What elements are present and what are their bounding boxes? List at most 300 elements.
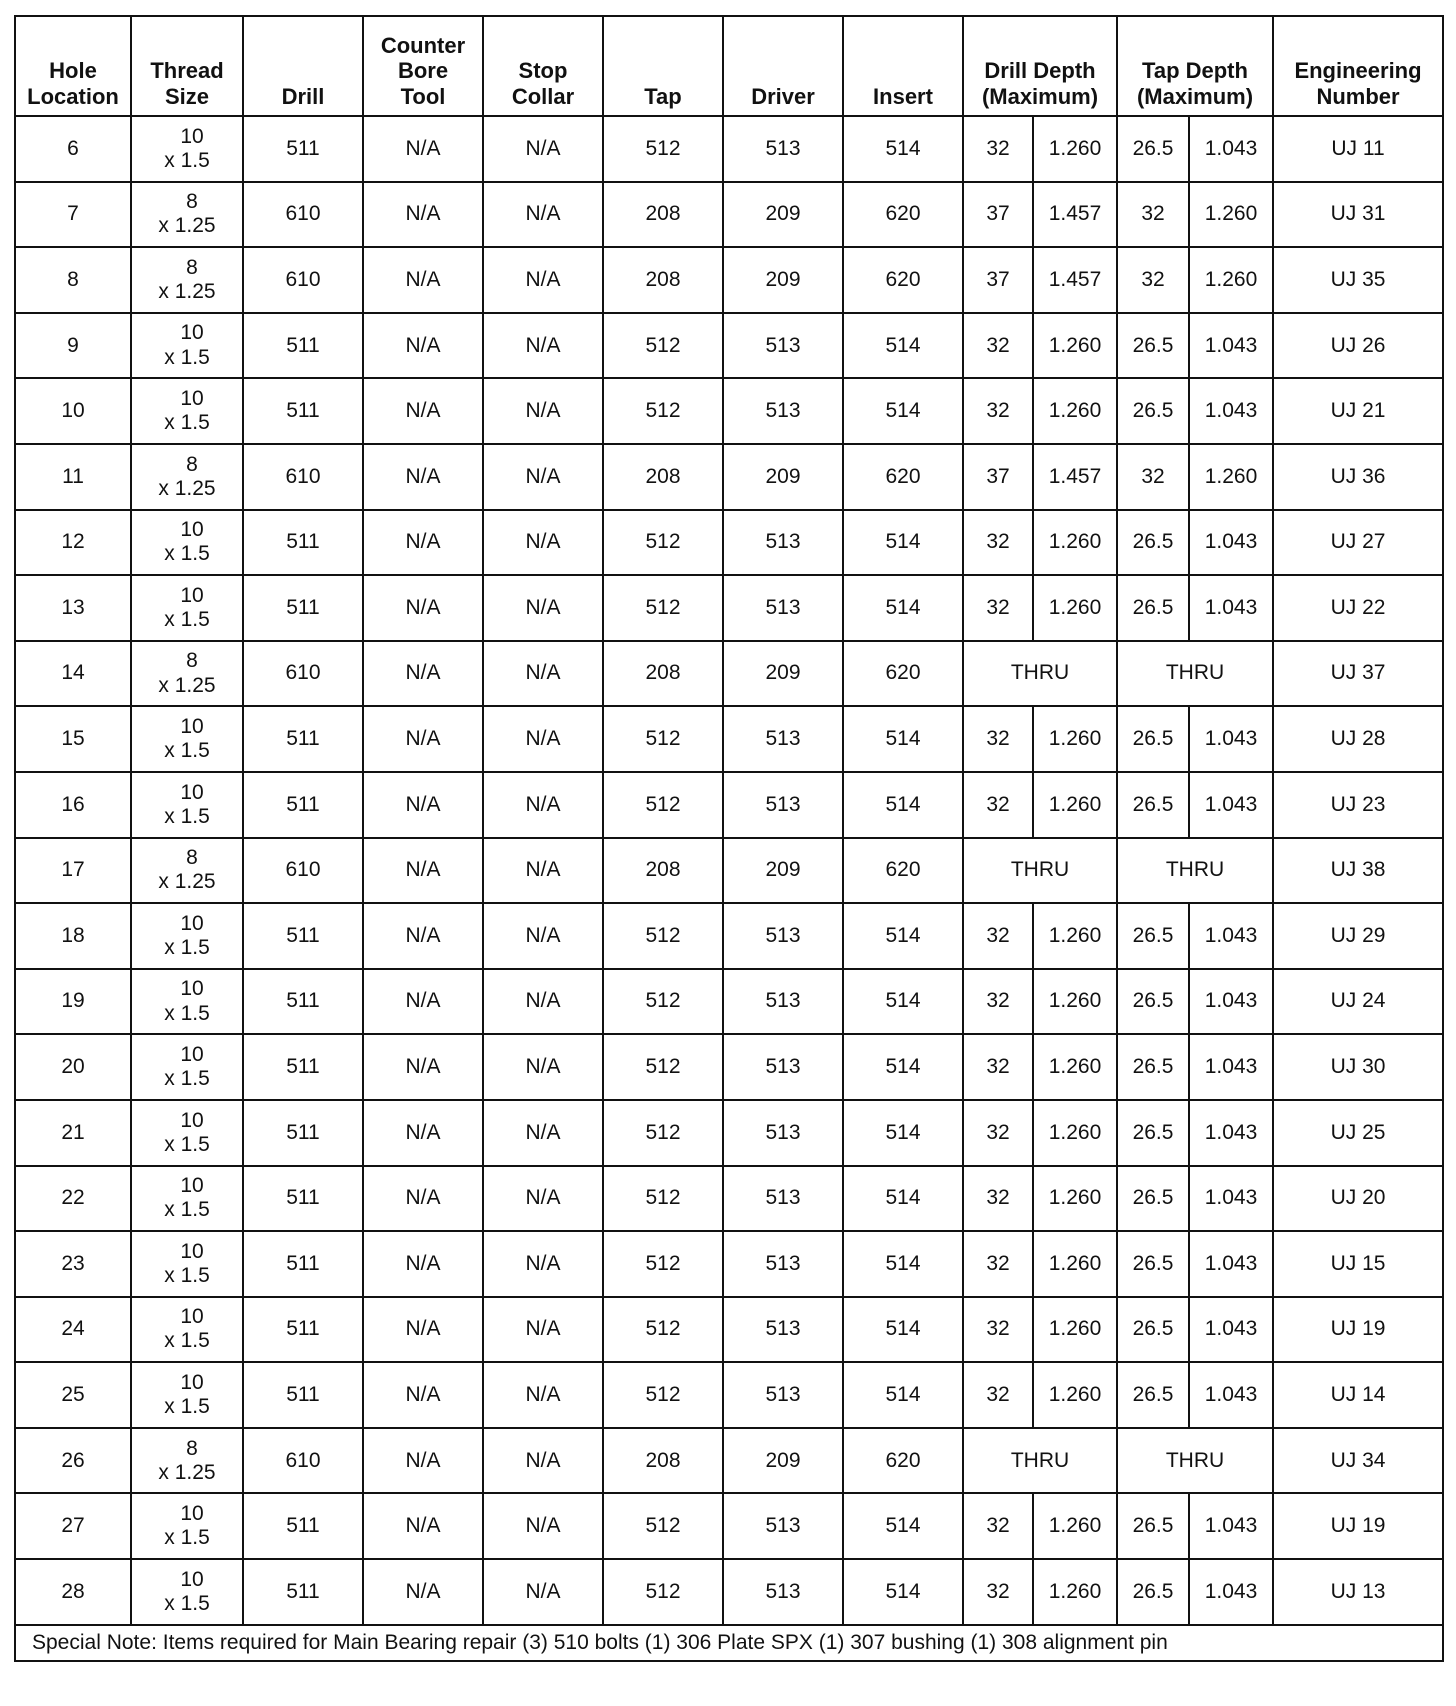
tap-cell: 208 — [603, 641, 723, 707]
tap-depth-mm-cell: 26.5 — [1117, 969, 1189, 1035]
hole-location-cell: 19 — [15, 969, 131, 1035]
insert-cell: 514 — [843, 969, 963, 1035]
hole-location-cell: 21 — [15, 1100, 131, 1166]
header-thread-size — [131, 16, 243, 116]
hole-location-cell: 7 — [15, 182, 131, 248]
thread-diameter: 10 — [180, 715, 204, 738]
header-text: Number — [1316, 83, 1400, 109]
engineering-number-cell: UJ 14 — [1273, 1362, 1443, 1428]
thread-diameter: 10 — [180, 1567, 204, 1591]
drill-depth-in-cell: 1.260 — [1033, 1362, 1117, 1428]
insert-cell: 514 — [843, 1559, 963, 1625]
thread-diameter: 10 — [180, 1502, 204, 1526]
drill-depth-in-cell: 1.260 — [1033, 510, 1117, 576]
tap-depth-mm-cell: 26.5 — [1117, 1362, 1189, 1428]
header-row — [15, 16, 1443, 116]
tap-depth-in-cell: 1.260 — [1189, 247, 1273, 313]
tap-depth-in-cell: 1.043 — [1189, 1297, 1273, 1363]
thread-diameter: 10 — [180, 1174, 204, 1198]
insert-cell: 514 — [843, 510, 963, 576]
header-text: Location — [27, 83, 119, 109]
engineering-number-cell: UJ 13 — [1273, 1559, 1443, 1625]
tap-cell: 512 — [603, 378, 723, 444]
insert-cell: 620 — [843, 1428, 963, 1494]
counter-bore-cell: N/A — [363, 182, 483, 248]
thread-pitch: x 1.5 — [164, 411, 210, 435]
thread-pitch: x 1.5 — [164, 1001, 210, 1025]
stop-collar-cell: N/A — [483, 1362, 603, 1428]
thread-size-cell — [131, 1166, 243, 1232]
thread-size-cell — [131, 247, 243, 313]
drill-cell: 511 — [243, 378, 363, 444]
tap-depth-in-cell: 1.043 — [1189, 1100, 1273, 1166]
stop-collar-cell: N/A — [483, 378, 603, 444]
drill-depth-in-cell: 1.260 — [1033, 313, 1117, 379]
header-text: Size — [164, 83, 210, 109]
drill-depth-in-cell: 1.260 — [1033, 903, 1117, 969]
insert-cell: 514 — [843, 1493, 963, 1559]
thread-size-cell — [131, 1100, 243, 1166]
drill-depth-in-cell: 1.457 — [1033, 247, 1117, 313]
drill-depth-in-cell: 1.260 — [1033, 116, 1117, 182]
stop-collar-cell: N/A — [483, 838, 603, 904]
counter-bore-cell: N/A — [363, 1493, 483, 1559]
thread-diameter: 10 — [180, 124, 204, 148]
thread-diameter: 10 — [180, 1370, 204, 1394]
driver-cell: 209 — [723, 182, 843, 248]
thread-pitch: x 1.25 — [158, 1460, 216, 1484]
tap-cell: 208 — [603, 1428, 723, 1494]
counter-bore-cell: N/A — [363, 838, 483, 904]
tap-depth-mm-cell: 26.5 — [1117, 575, 1189, 641]
tap-depth-mm-cell: 26.5 — [1117, 1559, 1189, 1625]
driver-cell: 209 — [723, 247, 843, 313]
drill-cell: 511 — [243, 1231, 363, 1297]
tap-depth-mm-cell: 26.5 — [1117, 116, 1189, 182]
engineering-number-cell: UJ 21 — [1273, 378, 1443, 444]
engineering-number-cell: UJ 20 — [1273, 1166, 1443, 1232]
insert-cell: 514 — [843, 1034, 963, 1100]
thread-pitch: x 1.25 — [158, 673, 216, 697]
stop-collar-cell: N/A — [483, 1297, 603, 1363]
counter-bore-cell: N/A — [363, 903, 483, 969]
tap-cell: 208 — [603, 247, 723, 313]
table-row — [15, 510, 1443, 576]
tap-depth-in-cell: 1.043 — [1189, 903, 1273, 969]
tap-cell: 512 — [603, 772, 723, 838]
header-driver — [723, 16, 843, 116]
stop-collar-cell: N/A — [483, 1559, 603, 1625]
counter-bore-cell: N/A — [363, 1362, 483, 1428]
tap-depth-mm-cell: 32 — [1117, 444, 1189, 510]
tap-depth-in-cell: 1.043 — [1189, 1362, 1273, 1428]
engineering-number-cell: UJ 15 — [1273, 1231, 1443, 1297]
drill-depth-mm-cell: 32 — [963, 1231, 1033, 1297]
thread-diameter: 10 — [180, 780, 204, 804]
hole-location-cell: 13 — [15, 575, 131, 641]
drill-cell: 511 — [243, 969, 363, 1035]
header-tap — [603, 16, 723, 116]
stop-collar-cell: N/A — [483, 1231, 603, 1297]
counter-bore-cell: N/A — [363, 575, 483, 641]
tap-depth-mm-cell: 26.5 — [1117, 510, 1189, 576]
thread-diameter: 10 — [180, 321, 204, 345]
engineering-number-cell: UJ 19 — [1273, 1493, 1443, 1559]
thread-size-cell — [131, 116, 243, 182]
drill-depth-mm-cell: 37 — [963, 247, 1033, 313]
insert-cell: 620 — [843, 182, 963, 248]
tap-depth-thru-cell: THRU — [1117, 1428, 1273, 1494]
drill-cell: 511 — [243, 772, 363, 838]
hole-location-cell: 15 — [15, 706, 131, 772]
engineering-number-cell: UJ 22 — [1273, 575, 1443, 641]
table-row — [15, 903, 1443, 969]
drill-depth-mm-cell: 32 — [963, 510, 1033, 576]
thread-pitch: x 1.5 — [164, 148, 210, 172]
thread-pitch: x 1.5 — [164, 1526, 210, 1550]
thread-pitch: x 1.5 — [164, 1067, 210, 1091]
driver-cell: 209 — [723, 838, 843, 904]
thread-size-cell — [131, 575, 243, 641]
thread-pitch: x 1.5 — [164, 345, 210, 369]
table-row — [15, 1231, 1443, 1297]
table-row — [15, 1428, 1443, 1494]
header-hole-location — [15, 16, 131, 116]
driver-cell: 513 — [723, 575, 843, 641]
drill-cell: 511 — [243, 1034, 363, 1100]
counter-bore-cell: N/A — [363, 444, 483, 510]
drill-depth-thru-cell: THRU — [963, 641, 1117, 707]
tap-cell: 512 — [603, 1362, 723, 1428]
drill-depth-mm-cell: 32 — [963, 1493, 1033, 1559]
tap-cell: 512 — [603, 313, 723, 379]
header-text: (Maximum) — [1136, 83, 1254, 109]
drill-depth-in-cell: 1.260 — [1033, 1034, 1117, 1100]
tap-depth-in-cell: 1.043 — [1189, 772, 1273, 838]
thread-diameter: 10 — [180, 1239, 204, 1263]
drill-depth-mm-cell: 37 — [963, 444, 1033, 510]
drill-cell: 610 — [243, 1428, 363, 1494]
insert-cell: 514 — [843, 378, 963, 444]
stop-collar-cell: N/A — [483, 1428, 603, 1494]
header-text: Tap Depth — [1142, 58, 1248, 84]
table-row — [15, 1493, 1443, 1559]
thread-size-cell — [131, 1493, 243, 1559]
tap-cell: 512 — [603, 575, 723, 641]
counter-bore-cell: N/A — [363, 969, 483, 1035]
table-row — [15, 772, 1443, 838]
hole-location-cell: 28 — [15, 1559, 131, 1625]
thread-diameter: 10 — [180, 387, 204, 411]
insert-cell: 514 — [843, 903, 963, 969]
insert-cell: 514 — [843, 1231, 963, 1297]
counter-bore-cell: N/A — [363, 313, 483, 379]
tap-depth-in-cell: 1.043 — [1189, 706, 1273, 772]
drill-cell: 610 — [243, 838, 363, 904]
tap-depth-in-cell: 1.260 — [1189, 444, 1273, 510]
tap-depth-mm-cell: 26.5 — [1117, 903, 1189, 969]
tap-depth-mm-cell: 26.5 — [1117, 1493, 1189, 1559]
tap-depth-mm-cell: 26.5 — [1117, 706, 1189, 772]
table-row — [15, 641, 1443, 707]
drill-depth-in-cell: 1.260 — [1033, 772, 1117, 838]
counter-bore-cell: N/A — [363, 378, 483, 444]
insert-cell: 514 — [843, 313, 963, 379]
stop-collar-cell: N/A — [483, 575, 603, 641]
tap-cell: 512 — [603, 1297, 723, 1363]
thread-diameter: 8 — [186, 255, 198, 279]
engineering-number-cell: UJ 37 — [1273, 641, 1443, 707]
engineering-number-cell: UJ 19 — [1273, 1297, 1443, 1363]
driver-cell: 513 — [723, 1362, 843, 1428]
drill-cell: 511 — [243, 1362, 363, 1428]
drill-depth-in-cell: 1.260 — [1033, 1166, 1117, 1232]
engineering-number-cell: UJ 35 — [1273, 247, 1443, 313]
header-engineering-number — [1273, 16, 1443, 116]
counter-bore-cell: N/A — [363, 1297, 483, 1363]
drill-depth-mm-cell: 32 — [963, 1297, 1033, 1363]
hole-location-cell: 24 — [15, 1297, 131, 1363]
thread-pitch: x 1.25 — [158, 214, 216, 238]
header-text: Driver — [751, 83, 815, 109]
thread-pitch: x 1.5 — [164, 1591, 210, 1615]
tap-depth-mm-cell: 26.5 — [1117, 378, 1189, 444]
thread-size-cell — [131, 182, 243, 248]
table-row — [15, 182, 1443, 248]
insert-cell: 620 — [843, 641, 963, 707]
table-row — [15, 1166, 1443, 1232]
stop-collar-cell: N/A — [483, 772, 603, 838]
drill-depth-mm-cell: 32 — [963, 706, 1033, 772]
tap-depth-mm-cell: 26.5 — [1117, 1231, 1189, 1297]
counter-bore-cell: N/A — [363, 510, 483, 576]
header-text: Stop — [518, 58, 568, 84]
driver-cell: 513 — [723, 510, 843, 576]
engineering-number-cell: UJ 26 — [1273, 313, 1443, 379]
hole-location-cell: 12 — [15, 510, 131, 576]
tap-depth-mm-cell: 32 — [1117, 182, 1189, 248]
engineering-number-cell: UJ 24 — [1273, 969, 1443, 1035]
drill-cell: 610 — [243, 182, 363, 248]
counter-bore-cell: N/A — [363, 1231, 483, 1297]
tap-cell: 512 — [603, 1559, 723, 1625]
hole-location-cell: 26 — [15, 1428, 131, 1494]
thread-diameter: 10 — [180, 911, 204, 935]
table-row — [15, 116, 1443, 182]
tap-depth-mm-cell: 26.5 — [1117, 1297, 1189, 1363]
drill-depth-in-cell: 1.260 — [1033, 706, 1117, 772]
thread-size-cell — [131, 969, 243, 1035]
header-text: Tap — [644, 83, 682, 109]
drill-cell: 610 — [243, 641, 363, 707]
tap-cell: 512 — [603, 1100, 723, 1166]
engineering-number-cell: UJ 31 — [1273, 182, 1443, 248]
counter-bore-cell: N/A — [363, 772, 483, 838]
stop-collar-cell: N/A — [483, 903, 603, 969]
drill-depth-mm-cell: 32 — [963, 116, 1033, 182]
drill-cell: 511 — [243, 1100, 363, 1166]
engineering-number-cell: UJ 27 — [1273, 510, 1443, 576]
hole-location-cell: 22 — [15, 1166, 131, 1232]
driver-cell: 513 — [723, 116, 843, 182]
stop-collar-cell: N/A — [483, 510, 603, 576]
thread-pitch: x 1.5 — [164, 1198, 210, 1222]
engineering-number-cell: UJ 25 — [1273, 1100, 1443, 1166]
drill-depth-mm-cell: 37 — [963, 182, 1033, 248]
header-text: Insert — [873, 83, 933, 109]
tap-depth-in-cell: 1.043 — [1189, 510, 1273, 576]
thread-pitch: x 1.25 — [158, 476, 216, 500]
drill-depth-in-cell: 1.260 — [1033, 378, 1117, 444]
thread-size-cell — [131, 1034, 243, 1100]
insert-cell: 514 — [843, 772, 963, 838]
thread-diameter: 8 — [186, 846, 198, 870]
thread-size-cell — [131, 313, 243, 379]
hole-location-cell: 25 — [15, 1362, 131, 1428]
thread-diameter: 10 — [180, 1042, 204, 1066]
driver-cell: 513 — [723, 1100, 843, 1166]
header-insert — [843, 16, 963, 116]
counter-bore-cell: N/A — [363, 1166, 483, 1232]
table-row — [15, 1297, 1443, 1363]
header-tap-depth — [1117, 16, 1273, 116]
drill-cell: 511 — [243, 706, 363, 772]
tap-depth-in-cell: 1.043 — [1189, 575, 1273, 641]
tap-depth-in-cell: 1.043 — [1189, 1559, 1273, 1625]
drill-cell: 511 — [243, 1493, 363, 1559]
engineering-number-cell: UJ 29 — [1273, 903, 1443, 969]
hole-location-cell: 14 — [15, 641, 131, 707]
stop-collar-cell: N/A — [483, 969, 603, 1035]
drill-depth-in-cell: 1.260 — [1033, 1231, 1117, 1297]
tap-depth-mm-cell: 32 — [1117, 247, 1189, 313]
header-stop-collar — [483, 16, 603, 116]
drill-depth-mm-cell: 32 — [963, 1034, 1033, 1100]
insert-cell: 620 — [843, 838, 963, 904]
thread-diameter: 10 — [180, 518, 204, 542]
stop-collar-cell: N/A — [483, 182, 603, 248]
table-row — [15, 706, 1443, 772]
driver-cell: 209 — [723, 641, 843, 707]
drill-depth-mm-cell: 32 — [963, 1559, 1033, 1625]
header-text: Counter — [380, 33, 466, 59]
tap-cell: 208 — [603, 838, 723, 904]
engineering-number-cell: UJ 30 — [1273, 1034, 1443, 1100]
table-row — [15, 838, 1443, 904]
table-body — [15, 116, 1443, 1661]
counter-bore-cell: N/A — [363, 1034, 483, 1100]
drill-depth-in-cell: 1.457 — [1033, 444, 1117, 510]
stop-collar-cell: N/A — [483, 247, 603, 313]
driver-cell: 513 — [723, 1493, 843, 1559]
header-drill-depth — [963, 16, 1117, 116]
thread-diameter: 10 — [180, 1108, 204, 1132]
thread-pitch: x 1.5 — [164, 804, 210, 828]
drill-depth-mm-cell: 32 — [963, 969, 1033, 1035]
hole-location-cell: 20 — [15, 1034, 131, 1100]
header-text: Hole — [49, 58, 97, 84]
tap-depth-in-cell: 1.043 — [1189, 1231, 1273, 1297]
tap-depth-in-cell: 1.043 — [1189, 116, 1273, 182]
thread-pitch: x 1.5 — [164, 1132, 210, 1156]
tap-depth-mm-cell: 26.5 — [1117, 313, 1189, 379]
engineering-number-cell: UJ 11 — [1273, 116, 1443, 182]
thread-size-cell — [131, 706, 243, 772]
drill-depth-thru-cell: THRU — [963, 838, 1117, 904]
counter-bore-cell: N/A — [363, 641, 483, 707]
drill-depth-mm-cell: 32 — [963, 1362, 1033, 1428]
thread-pitch: x 1.5 — [164, 1263, 210, 1287]
table-row — [15, 969, 1443, 1035]
stop-collar-cell: N/A — [483, 1100, 603, 1166]
thread-size-cell — [131, 1428, 243, 1494]
special-note-row — [15, 1625, 1443, 1661]
thread-size-cell — [131, 903, 243, 969]
engineering-number-cell: UJ 38 — [1273, 838, 1443, 904]
thread-diameter: 8 — [186, 190, 198, 214]
tap-depth-in-cell: 1.043 — [1189, 1166, 1273, 1232]
stop-collar-cell: N/A — [483, 313, 603, 379]
thread-size-cell — [131, 444, 243, 510]
thread-pitch: x 1.5 — [164, 1395, 210, 1419]
counter-bore-cell: N/A — [363, 247, 483, 313]
thread-size-cell — [131, 1559, 243, 1625]
counter-bore-cell: N/A — [363, 1428, 483, 1494]
header-drill — [243, 16, 363, 116]
header-text: Collar — [511, 83, 575, 109]
tap-cell: 512 — [603, 706, 723, 772]
engineering-number-cell: UJ 36 — [1273, 444, 1443, 510]
drill-depth-mm-cell: 32 — [963, 575, 1033, 641]
thread-size-cell — [131, 1297, 243, 1363]
thread-size-cell — [131, 1362, 243, 1428]
thread-size-cell — [131, 510, 243, 576]
header-counter-bore-tool — [363, 16, 483, 116]
insert-cell: 514 — [843, 1362, 963, 1428]
tap-depth-in-cell: 1.043 — [1189, 1493, 1273, 1559]
drill-depth-in-cell: 1.260 — [1033, 1559, 1117, 1625]
table-row — [15, 1559, 1443, 1625]
tap-depth-in-cell: 1.043 — [1189, 1034, 1273, 1100]
thread-pitch: x 1.25 — [158, 870, 216, 894]
thread-pitch: x 1.5 — [164, 1329, 210, 1353]
stop-collar-cell: N/A — [483, 444, 603, 510]
thread-size-cell — [131, 378, 243, 444]
hole-location-cell: 23 — [15, 1231, 131, 1297]
driver-cell: 513 — [723, 1231, 843, 1297]
drill-depth-mm-cell: 32 — [963, 1100, 1033, 1166]
drill-depth-in-cell: 1.260 — [1033, 969, 1117, 1035]
driver-cell: 513 — [723, 378, 843, 444]
insert-cell: 514 — [843, 116, 963, 182]
hole-tooling-table — [14, 15, 1444, 1662]
driver-cell: 513 — [723, 772, 843, 838]
drill-cell: 511 — [243, 313, 363, 379]
tap-cell: 208 — [603, 182, 723, 248]
thread-pitch: x 1.5 — [164, 542, 210, 566]
thread-pitch: x 1.5 — [164, 935, 210, 959]
tap-cell: 512 — [603, 1034, 723, 1100]
header-text: Thread — [150, 58, 224, 84]
tap-depth-in-cell: 1.043 — [1189, 969, 1273, 1035]
tap-cell: 512 — [603, 510, 723, 576]
tap-depth-mm-cell: 26.5 — [1117, 1100, 1189, 1166]
table-row — [15, 1034, 1443, 1100]
hole-location-cell: 10 — [15, 378, 131, 444]
drill-depth-in-cell: 1.260 — [1033, 1297, 1117, 1363]
special-note: Special Note: Items required for Main Bearing repair (3) 510 bolts (1) 306 Plate SPX (1) 307 bushing (1) 308 alignment pin — [15, 1625, 1443, 1661]
drill-depth-mm-cell: 32 — [963, 313, 1033, 379]
